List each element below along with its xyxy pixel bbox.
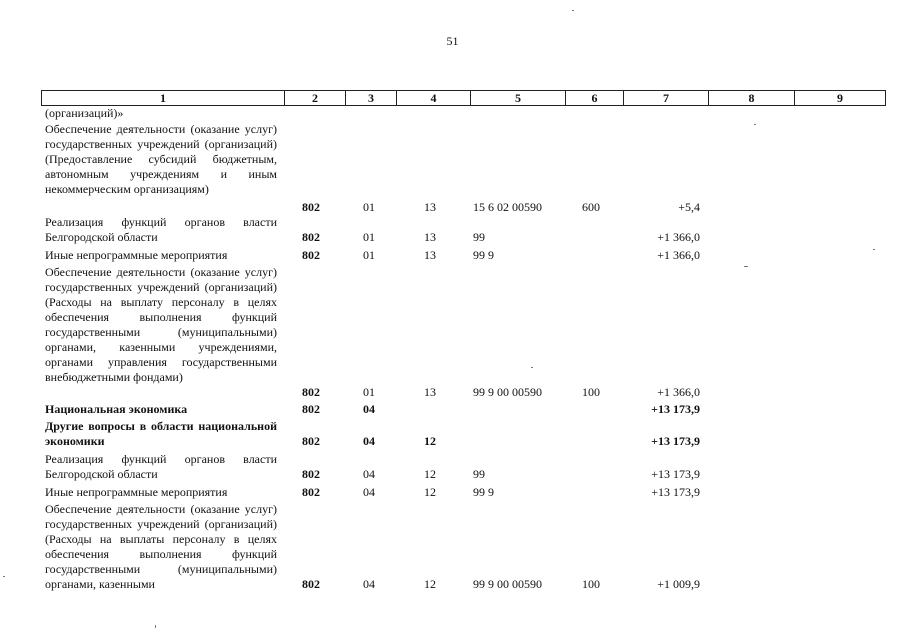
cell-target-article: 15 6 02 00590 [473,200,542,214]
table-row [0,122,905,215]
cell-admin-code: 802 [302,577,320,591]
cell-admin-code: 802 [302,385,320,399]
cell-expense-type: 600 [582,200,600,214]
table-row [0,502,905,592]
row-description: Другие вопросы в области национальной экономики [45,419,277,448]
cell-section: 04 [363,467,375,481]
cell-subsection: 12 [424,467,436,481]
header-col-5: 5 [471,91,566,105]
cell-admin-code: 802 [302,200,320,214]
table-row [0,106,905,121]
table-row [0,402,905,417]
table-row [0,265,905,400]
header-col-4: 4 [397,91,471,105]
cell-amount: +13 173,9 [651,467,700,481]
cell-amount: +13 173,9 [651,485,700,499]
row-description: Обеспечение деятельности (оказание услуг) государственных учреждений (организаций) (Расходы на выплату персоналу в целях обеспечения выполнения функций государственными (муниципальными) органами, казенными учреждениями, органами управления государственными внебюджетными фондами) [45,265,277,384]
table-header [41,90,886,106]
cell-admin-code: 802 [302,467,320,481]
cell-admin-code: 802 [302,402,320,416]
table-row [0,419,905,449]
cell-section: 01 [363,385,375,399]
cell-admin-code: 802 [302,485,320,499]
cell-amount: +1 366,0 [657,385,700,399]
cell-section: 04 [363,485,375,499]
cell-subsection: 12 [424,434,436,448]
header-col-7: 7 [624,91,709,105]
cell-subsection: 13 [424,230,436,244]
cell-target-article: 99 9 00 00590 [473,385,542,399]
cell-amount: +13 173,9 [651,402,700,416]
table-row [0,452,905,482]
cell-section: 01 [363,230,375,244]
row-description: Национальная экономика [45,402,188,416]
cell-subsection: 13 [424,248,436,262]
cell-admin-code: 802 [302,230,320,244]
cell-amount: +13 173,9 [651,434,700,448]
cell-subsection: 12 [424,485,436,499]
row-description: Иные непрограммные мероприятия [45,485,228,499]
cell-target-article: 99 [473,467,485,481]
cell-admin-code: 802 [302,434,320,448]
cell-section: 01 [363,200,375,214]
cell-section: 01 [363,248,375,262]
header-col-8: 8 [709,91,795,105]
row-description: Обеспечение деятельности (оказание услуг) государственных учреждений (организаций) (Расходы на выплаты персоналу в целях обеспечения выполнения функций государственными (муниципальными) органами, казенными [45,502,277,591]
cell-expense-type: 100 [582,385,600,399]
table-row [0,485,905,500]
scan-speck [155,625,156,628]
row-description: Реализация функций органов власти Белгородской области [45,215,277,244]
scan-speck [744,266,748,267]
cell-amount: +5,4 [678,200,700,214]
table-row [0,248,905,263]
cell-subsection: 12 [424,577,436,591]
cell-amount: +1 366,0 [657,230,700,244]
scan-speck [572,10,574,11]
row-description: (организаций)» [45,106,124,120]
cell-admin-code: 802 [302,248,320,262]
header-col-9: 9 [837,91,843,105]
row-description: Реализация функций органов власти Белгородской области [45,452,277,481]
table-row [0,215,905,245]
cell-amount: +1 366,0 [657,248,700,262]
cell-target-article: 99 [473,230,485,244]
row-description: Обеспечение деятельности (оказание услуг) государственных учреждений (организаций) (Предоставление субсидий бюджетным, автономным учреждениям и иным некоммерческим организациям) [45,122,277,196]
cell-subsection: 13 [424,385,436,399]
header-col-2: 2 [285,91,346,105]
cell-target-article: 99 9 [473,248,494,262]
scan-speck [3,576,5,577]
cell-expense-type: 100 [582,577,600,591]
cell-section: 04 [363,434,375,448]
scan-speck [754,124,756,125]
scan-speck [531,367,533,368]
header-col-1: 1 [42,91,285,105]
cell-section: 04 [363,577,375,591]
cell-target-article: 99 9 00 00590 [473,577,542,591]
page-number: 51 [446,34,459,48]
scan-speck [873,249,875,250]
cell-target-article: 99 9 [473,485,494,499]
cell-section: 04 [363,402,375,416]
header-col-6: 6 [566,91,624,105]
header-col-3: 3 [346,91,397,105]
cell-subsection: 13 [424,200,436,214]
row-description: Иные непрограммные мероприятия [45,248,228,262]
cell-amount: +1 009,9 [657,577,700,591]
